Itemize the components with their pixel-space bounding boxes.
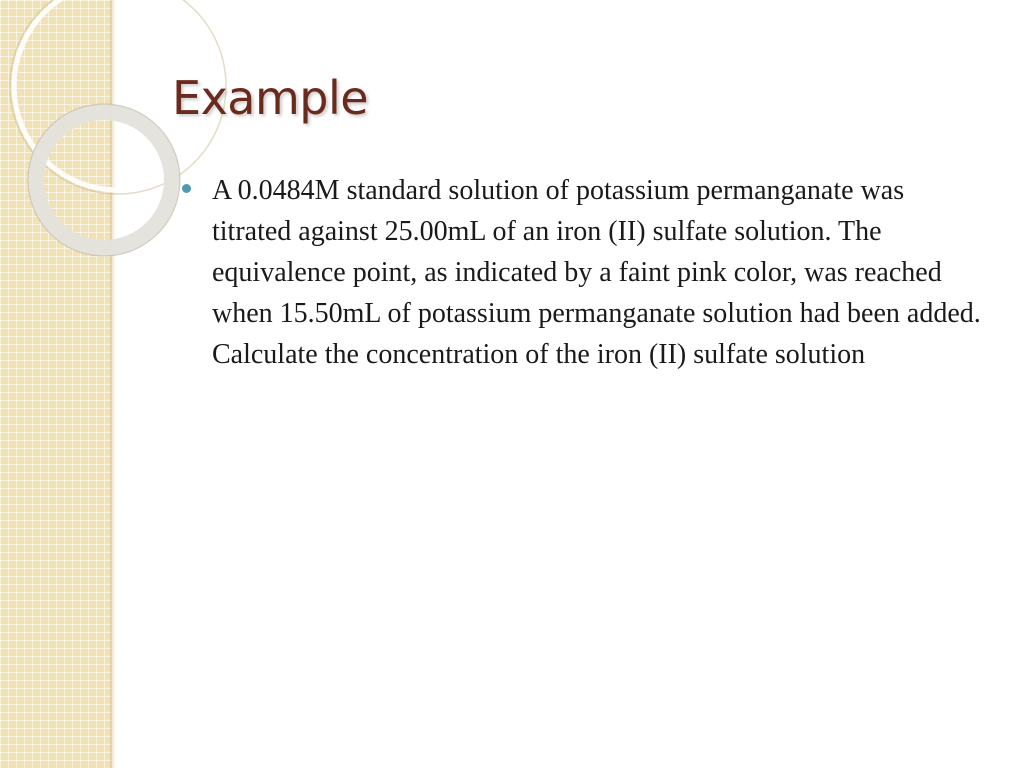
decorative-rings-graphic [0, 0, 140, 260]
bullet-text: A 0.0484M standard solution of potassium permanganate was titrated against 25.00mL of an iron (II) sulfate solution. The equivalence point, as indicated by a faint pink color, was reached when 15.50mL of potassium permanganate solution had been added. Calculate the concentration of the iron (II) sulfate solution [212, 175, 981, 370]
bullet-list [182, 170, 982, 375]
decorative-ring-small [36, 112, 172, 248]
slide-title: Example [172, 71, 369, 125]
bullet-item [182, 170, 982, 375]
bullet-dot-icon [182, 184, 191, 193]
